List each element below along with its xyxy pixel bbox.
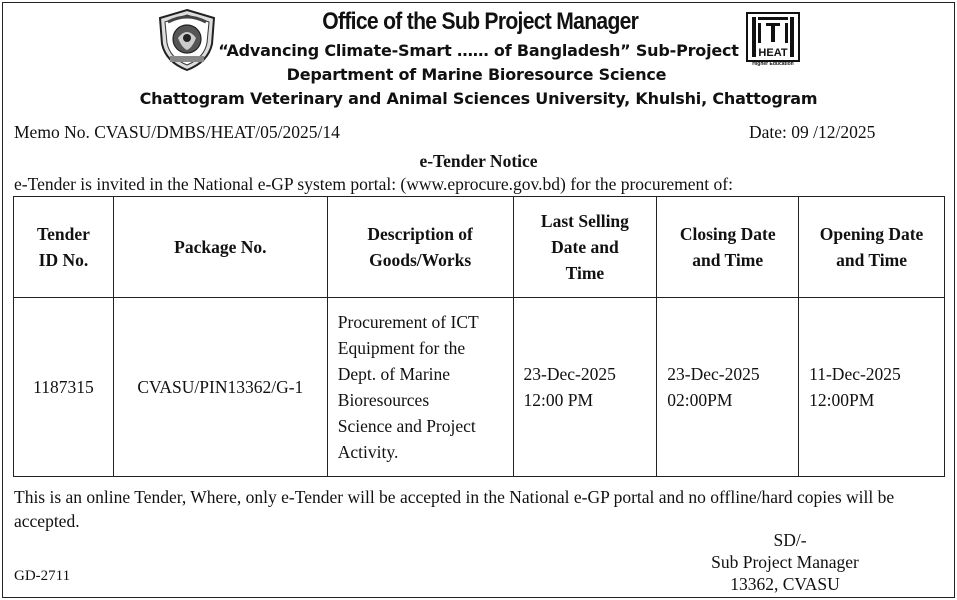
header-closing: Closing Date and Time [657,197,799,298]
table-row [14,298,945,477]
header-tender-id: Tender ID No. [14,197,114,298]
header-description: Description of Goods/Works [327,197,513,298]
cell-package: CVASU/PIN13362/G-1 [113,298,327,477]
cell-last-selling: 23-Dec-2025 12:00 PM [513,298,657,477]
signature-sd: SD/- [773,530,807,550]
signature-title: Sub Project Manager [711,552,859,572]
office-title: Office of the Sub Project Manager [322,8,639,35]
gd-code: GD-2711 [14,568,71,584]
heat-logo-text: HEAT [758,47,788,59]
heat-logo-caption: Higher Education [752,61,794,67]
memo-number: Memo No. CVASU/DMBS/HEAT/05/2025/14 [14,122,340,142]
university-title: Chattogram Veterinary and Animal Sciences University, Khulshi, Chattogram [139,89,818,108]
memo-date: Date: 09 /12/2025 [749,122,876,142]
cell-description: Procurement of ICT Equipment for the Dept. of Marine Bioresources Science and Project Activity. [327,298,513,477]
notice-intro: e-Tender is invited in the National e-GP system portal: (www.eprocure.gov.bd) for the procurement of: [14,174,733,194]
cell-opening: 11-Dec-2025 12:00PM [799,298,945,477]
header-last-selling: Last Selling Date and Time [513,197,657,298]
cell-closing: 23-Dec-2025 02:00PM [657,298,799,477]
header-opening: Opening Date and Time [799,197,945,298]
notice-title: e-Tender Notice [419,151,538,171]
signature-org: 13362, CVASU [730,574,840,594]
department-title: Department of Marine Bioresource Science [286,65,667,84]
footer-note: This is an online Tender, Where, only e-Tender will be accepted in the National e-GP portal and no offline/hard copies will be accepted. [14,487,895,531]
header-package: Package No. [113,197,327,298]
tender-table [13,196,945,477]
table-header-row [14,197,945,298]
project-title: “Advancing Climate-Smart …… of Bangladesh” Sub-Project [218,41,739,60]
cell-tender-id: 1187315 [14,298,114,477]
